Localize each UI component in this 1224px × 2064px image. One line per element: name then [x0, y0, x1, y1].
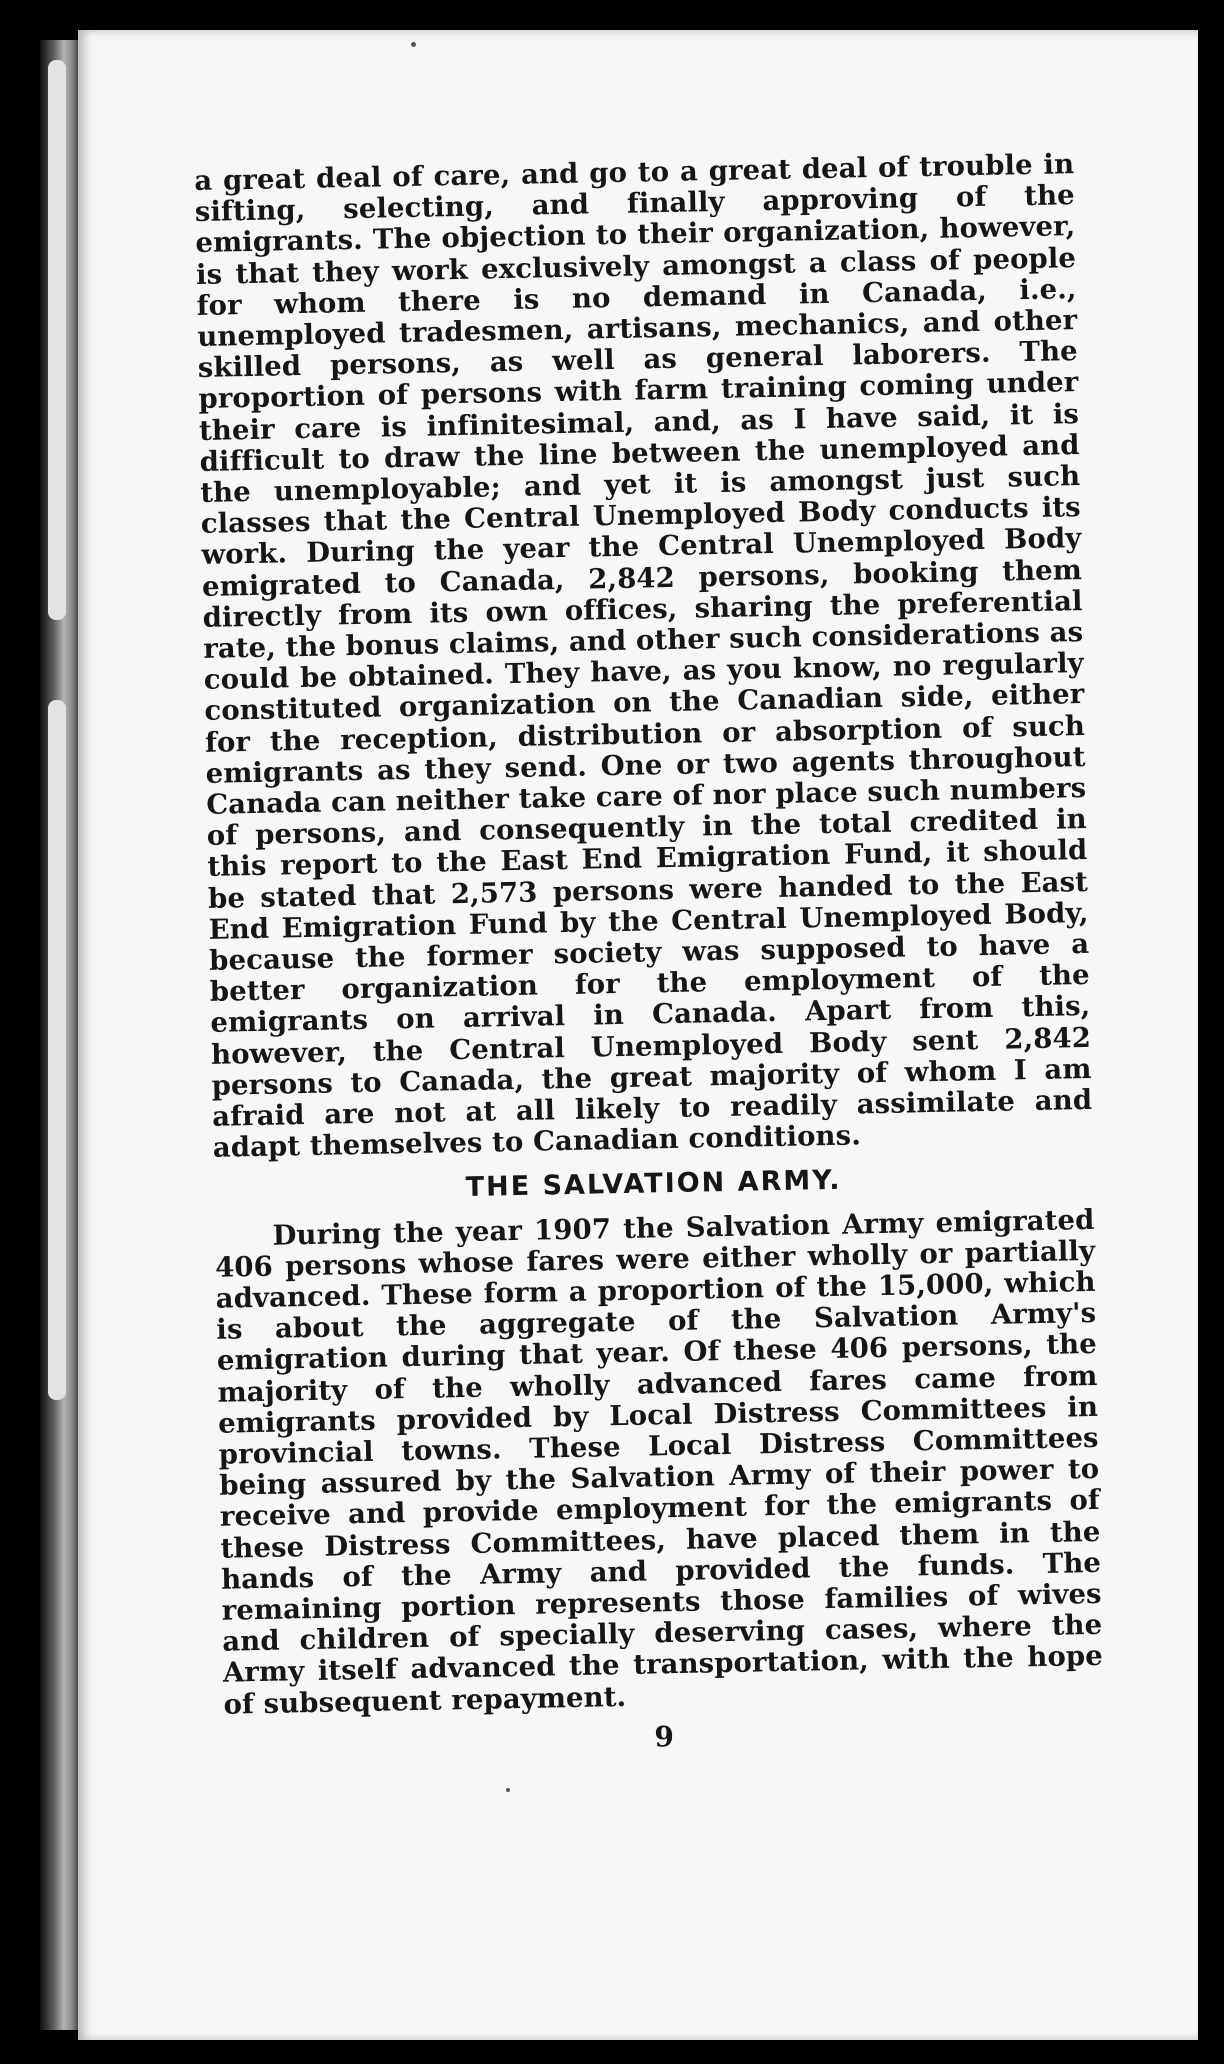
page-text [194, 149, 1104, 1761]
section-heading: THE SALVATION ARMY. [465, 1164, 842, 1203]
dust-speck [411, 42, 416, 47]
body-paragraph: a great deal of care, and go to a great deal of trouble in sifting, selecting, and finally approving of the emigrants. The objection to their organization, however, is that they work exclusively amongst a class of people for whom there is no demand in Canada, i.e., unemployed tradesmen, artisans, mechanics, and other skilled persons, as well as general laborers. The proportion of persons with farm training coming under their care is infinitesimal, and, as I have said, it is difficult to draw the line between the unemployed and the unemployable; and yet it is amongst just such classes that the Central Unemployed Body conducts its work. During the year the Central Unemployed Body emigrated to Canada, 2,842 persons, booking them directly from its own offices, sharing the preferential rate, the bonus claims, and other such considerations as could be obtained. They have, as you know, no regularly constituted organization on the Canadian side, either for the reception, distribution or absorption of such emigrants as they send. One or two agents throughout Canada can neither take care of nor place such numbers of persons, and consequently in the total credited in this report to the East End Emigration Fund, it should be stated that 2,573 persons were handed to the East End Emigration Fund by the Central Unemployed Body, because the former society was supposed to have a better organization for the employment of the emigrants on arrival in Canada. Apart from this, however, the Central Unemployed Body sent 2,842 persons to Canada, the great majority of whom I am afraid are not at all likely to readily assimilate and adapt themselves to Canadian conditions. [193, 148, 1093, 1165]
binding-highlight [48, 60, 66, 620]
binding-highlight [48, 700, 66, 1400]
dust-speck [506, 1788, 510, 1792]
body-paragraph: During the year 1907 the Salvation Army emigrated 406 persons whose fares were either wholly or partially advanced. These form a proportion of the 15,000, which is about the aggregate of the Salvation Army's emigration during that year. Of these 406 persons, the majority of the wholly advanced fares came from emigrants provided by Local Distress Committees in provincial towns. These Local Distress Committees being assured by the Salvation Army of their power to receive and provide employment for the emigrants of these Distress Committees, have placed them in the hands of the Army and provided the funds. The remaining portion represents those families of wives and children of specially deserving cases, where the Army itself advanced the transportation, with the hope of subsequent repayment. [214, 1203, 1104, 1721]
page-number: 9 [654, 1719, 675, 1754]
